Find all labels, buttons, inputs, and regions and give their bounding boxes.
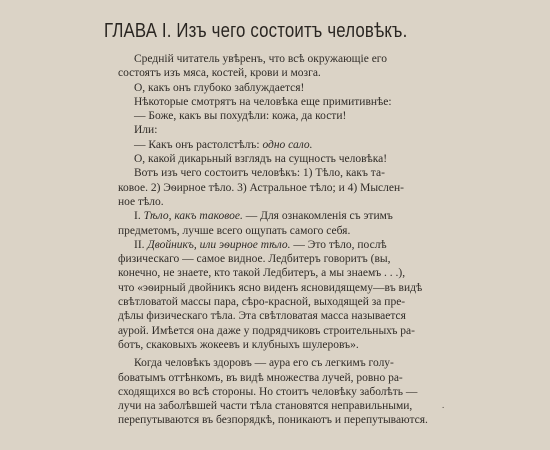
italic-text: Тѣло, какъ таковое.	[143, 210, 243, 223]
text-line: аурой. Имѣется она даже у подрядчиковъ строительныхъ ра-	[118, 324, 415, 337]
text-line: О, какой дикарьный взглядъ на сущность человѣка!	[134, 153, 388, 166]
text-line: Вотъ изъ чего состоитъ человѣкъ: 1) Тѣло, какъ та-	[134, 167, 385, 180]
text-line	[118, 209, 424, 223]
italic-text: одно сало.	[262, 138, 313, 151]
text-line: Средній читатель увѣренъ, что всѣ окружающіе его	[134, 53, 387, 65]
text-line: свѣтловатой массы пара, сѣро-красной, выходящей за пре-	[118, 296, 406, 309]
text-line: лучи на заболѣвшей части тѣла становятся неправильными,	[118, 400, 413, 413]
text-line: ботъ, скаковыхъ жокеевъ и клубныхъ шулеровъ».	[118, 338, 359, 351]
text-line: Нѣкоторые смотрятъ на человѣка еще примитивнѣе:	[134, 95, 392, 108]
italic-text: Двойникъ, или эѳирное тѣло.	[147, 238, 291, 251]
text-run: — Какъ онъ растолстѣлъ:	[134, 138, 263, 151]
text-run: I.	[134, 210, 144, 223]
text-run: — Для ознакомленія съ этимъ	[242, 210, 393, 223]
text-run: II.	[134, 238, 148, 251]
text-line: сходящихся во всѣ стороны. Но стоитъ человѣку заболѣть —	[118, 385, 418, 398]
text-line: боватымъ оттѣнкомъ, въ видѣ множества лучей, ровно ра-	[118, 371, 403, 384]
text-line	[118, 138, 424, 152]
text-line: ковое. 2) Эѳирное тѣло. 3) Астральное тѣло; и 4) Мыслен-	[118, 181, 404, 194]
text-line: дѣлы физическаго тѣла. Эта свѣтловатая масса называется	[118, 310, 406, 323]
text-line: Или:	[134, 124, 158, 137]
text-run: — Это тѣло, послѣ	[290, 238, 387, 251]
text-line: — Боже, какъ вы похудѣли: кожа, да кости!	[134, 110, 347, 123]
margin-mark: .	[442, 400, 445, 410]
text-line: состоятъ изъ мяса, костей, крови и мозга.	[118, 67, 321, 80]
text-line: перепутываются въ безпорядкѣ, поникаютъ и перепутываются.	[118, 414, 428, 427]
text-line: О, какъ онъ глубоко заблуждается!	[134, 81, 305, 94]
text-line: что «эѳирный двойникъ ясно виденъ ясновидящему—въ видѣ	[118, 281, 423, 294]
text-line: предметомъ, лучше всего ощупать самого себя.	[118, 224, 351, 237]
chapter-title: ГЛАВА I. Изъ чего состоитъ человѣкъ.	[104, 20, 408, 42]
text-line: конечно, не знаете, кто такой Ледбитеръ, а мы знаемъ . . .),	[118, 267, 406, 280]
body-text	[118, 52, 428, 428]
text-line: ное тѣло.	[118, 195, 164, 208]
text-line: Когда человѣкъ здоровъ — аура его съ легкимъ голу-	[134, 357, 394, 370]
text-line	[118, 238, 424, 252]
text-line: физическаго — самое видное. Ледбитеръ говоритъ (вы,	[118, 253, 391, 266]
